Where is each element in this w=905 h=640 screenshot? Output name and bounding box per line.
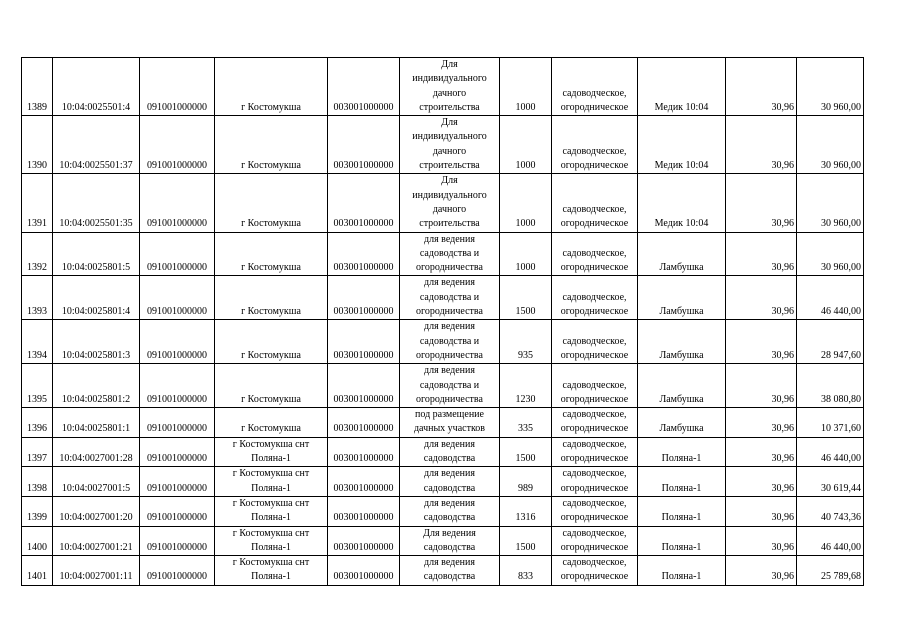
permitted-use-line: индивидуального	[412, 131, 487, 143]
cadastral-number-cell: 10:04:0025501:35	[53, 174, 140, 232]
okato-code-cell: 091001000000	[140, 556, 215, 586]
cadastral-value-cell: 10 371,60	[797, 408, 864, 438]
land-category-cell	[552, 556, 638, 586]
table-row	[22, 174, 864, 232]
locality-line: г Костомукша	[241, 349, 301, 361]
place-name-cell: Ламбушка	[638, 320, 726, 364]
row-number-cell: 1392	[22, 232, 53, 276]
place-name-cell: Медик 10:04	[638, 116, 726, 174]
permitted-use-line: Для	[441, 175, 458, 187]
locality-cell	[215, 526, 328, 556]
land-category-line: садоводческое,	[562, 527, 627, 539]
table-row	[22, 232, 864, 276]
land-category-cell	[552, 232, 638, 276]
land-category-line: садоводческое,	[562, 203, 627, 215]
oktmo-code-cell: 003001000000	[328, 496, 400, 526]
locality-line: г Костомукша снт	[232, 557, 310, 569]
permitted-use-line: дачного	[432, 203, 467, 215]
permitted-use-cell	[400, 276, 500, 320]
row-number-cell: 1398	[22, 467, 53, 497]
land-category-line: огородническое	[560, 306, 629, 318]
cadastral-number-cell: 10:04:0027001:11	[53, 556, 140, 586]
land-category-line: садоводческое,	[562, 438, 627, 450]
cadastral-number-cell: 10:04:0025801:1	[53, 408, 140, 438]
locality-line: г Костомукша снт	[232, 438, 310, 450]
land-category-line: садоводческое,	[562, 87, 627, 99]
permitted-use-line: строительства	[419, 218, 480, 230]
row-number-cell: 1393	[22, 276, 53, 320]
table-body	[22, 58, 864, 586]
permitted-use-cell	[400, 496, 500, 526]
land-category-cell	[552, 58, 638, 116]
land-category-line: садоводческое,	[562, 557, 627, 569]
specific-value-cell: 30,96	[726, 526, 797, 556]
permitted-use-line: дачного	[432, 87, 467, 99]
permitted-use-line: садоводства и	[419, 247, 480, 259]
okato-code-cell: 091001000000	[140, 437, 215, 467]
land-category-line: огородническое	[560, 423, 629, 435]
locality-line: г Костомукша	[241, 393, 301, 405]
cadastral-number-cell: 10:04:0027001:21	[53, 526, 140, 556]
permitted-use-line: садоводства	[423, 571, 476, 583]
permitted-use-line: садоводства	[423, 453, 476, 465]
permitted-use-line: садоводства и	[419, 379, 480, 391]
permitted-use-line: под размещение	[415, 409, 484, 421]
cadastral-value-cell: 38 080,80	[797, 364, 864, 408]
row-number-cell: 1391	[22, 174, 53, 232]
permitted-use-cell	[400, 364, 500, 408]
permitted-use-line: индивидуального	[412, 189, 487, 201]
land-category-cell	[552, 496, 638, 526]
area-cell: 1316	[500, 496, 552, 526]
okato-code-cell: 091001000000	[140, 232, 215, 276]
permitted-use-cell	[400, 232, 500, 276]
locality-line: г Костомукша	[241, 262, 301, 274]
area-cell: 335	[500, 408, 552, 438]
area-cell: 833	[500, 556, 552, 586]
table-row	[22, 526, 864, 556]
permitted-use-line: индивидуального	[412, 73, 487, 85]
okato-code-cell: 091001000000	[140, 408, 215, 438]
permitted-use-line: строительства	[419, 101, 480, 113]
specific-value-cell: 30,96	[726, 364, 797, 408]
okato-code-cell: 091001000000	[140, 276, 215, 320]
oktmo-code-cell: 003001000000	[328, 437, 400, 467]
area-cell: 1230	[500, 364, 552, 408]
cadastral-value-cell: 30 619,44	[797, 467, 864, 497]
land-category-line: садоводческое,	[562, 291, 627, 303]
cadastral-value-cell: 40 743,36	[797, 496, 864, 526]
permitted-use-line: садоводства	[423, 541, 476, 553]
oktmo-code-cell: 003001000000	[328, 408, 400, 438]
oktmo-code-cell: 003001000000	[328, 526, 400, 556]
oktmo-code-cell: 003001000000	[328, 58, 400, 116]
land-category-line: огородническое	[560, 393, 629, 405]
cadastral-value-cell: 28 947,60	[797, 320, 864, 364]
permitted-use-line: огородничества	[416, 349, 483, 361]
locality-line: г Костомукша	[241, 423, 301, 435]
area-cell: 989	[500, 467, 552, 497]
land-category-cell	[552, 320, 638, 364]
place-name-cell: Поляна-1	[638, 496, 726, 526]
permitted-use-cell	[400, 116, 500, 174]
permitted-use-line: Для	[441, 117, 458, 129]
permitted-use-cell	[400, 437, 500, 467]
land-category-cell	[552, 364, 638, 408]
oktmo-code-cell: 003001000000	[328, 232, 400, 276]
place-name-cell: Поляна-1	[638, 467, 726, 497]
place-name-cell: Ламбушка	[638, 276, 726, 320]
place-name-cell: Ламбушка	[638, 364, 726, 408]
land-category-line: огородническое	[560, 482, 629, 494]
cadastral-number-cell: 10:04:0027001:20	[53, 496, 140, 526]
permitted-use-line: для ведения	[424, 557, 475, 569]
locality-cell	[215, 232, 328, 276]
permitted-use-line: Для ведения	[423, 527, 476, 539]
place-name-cell: Поляна-1	[638, 526, 726, 556]
row-number-cell: 1389	[22, 58, 53, 116]
specific-value-cell: 30,96	[726, 437, 797, 467]
locality-cell	[215, 437, 328, 467]
area-cell: 1500	[500, 276, 552, 320]
locality-cell	[215, 364, 328, 408]
permitted-use-line: дачных участков	[413, 423, 486, 435]
oktmo-code-cell: 003001000000	[328, 320, 400, 364]
cadastral-number-cell: 10:04:0027001:28	[53, 437, 140, 467]
area-cell: 1500	[500, 437, 552, 467]
locality-cell	[215, 408, 328, 438]
land-plots-table	[21, 57, 864, 586]
cadastral-value-cell: 46 440,00	[797, 276, 864, 320]
locality-line: г Костомукша	[241, 218, 301, 230]
land-category-line: садоводческое,	[562, 247, 627, 259]
specific-value-cell: 30,96	[726, 116, 797, 174]
area-cell: 1000	[500, 174, 552, 232]
permitted-use-line: садоводства и	[419, 291, 480, 303]
permitted-use-line: для ведения	[424, 365, 475, 377]
okato-code-cell: 091001000000	[140, 467, 215, 497]
land-category-line: огородническое	[560, 262, 629, 274]
specific-value-cell: 30,96	[726, 276, 797, 320]
locality-line: Поляна-1	[251, 512, 291, 524]
oktmo-code-cell: 003001000000	[328, 116, 400, 174]
area-cell: 1000	[500, 116, 552, 174]
row-number-cell: 1400	[22, 526, 53, 556]
place-name-cell: Ламбушка	[638, 232, 726, 276]
land-category-cell	[552, 526, 638, 556]
permitted-use-line: для ведения	[424, 438, 475, 450]
cadastral-number-cell: 10:04:0025801:5	[53, 232, 140, 276]
okato-code-cell: 091001000000	[140, 364, 215, 408]
okato-code-cell: 091001000000	[140, 116, 215, 174]
cadastral-value-cell: 25 789,68	[797, 556, 864, 586]
permitted-use-cell	[400, 526, 500, 556]
oktmo-code-cell: 003001000000	[328, 276, 400, 320]
locality-line: г Костомукша	[241, 306, 301, 318]
oktmo-code-cell: 003001000000	[328, 364, 400, 408]
land-category-line: огородническое	[560, 453, 629, 465]
permitted-use-cell	[400, 320, 500, 364]
permitted-use-cell	[400, 467, 500, 497]
okato-code-cell: 091001000000	[140, 496, 215, 526]
permitted-use-line: огородничества	[416, 262, 483, 274]
table-row	[22, 58, 864, 116]
permitted-use-cell	[400, 408, 500, 438]
place-name-cell: Медик 10:04	[638, 174, 726, 232]
okato-code-cell: 091001000000	[140, 58, 215, 116]
place-name-cell: Ламбушка	[638, 408, 726, 438]
permitted-use-cell	[400, 174, 500, 232]
locality-line: г Костомукша	[241, 160, 301, 172]
permitted-use-line: садоводства и	[419, 335, 480, 347]
cadastral-value-cell: 30 960,00	[797, 58, 864, 116]
land-category-cell	[552, 116, 638, 174]
land-category-cell	[552, 437, 638, 467]
specific-value-cell: 30,96	[726, 496, 797, 526]
permitted-use-line: Для	[441, 59, 458, 70]
specific-value-cell: 30,96	[726, 174, 797, 232]
locality-cell	[215, 116, 328, 174]
locality-line: г Костомукша снт	[232, 468, 310, 480]
land-category-line: садоводческое,	[562, 335, 627, 347]
row-number-cell: 1399	[22, 496, 53, 526]
permitted-use-cell	[400, 556, 500, 586]
permitted-use-line: дачного	[432, 145, 467, 157]
table-row	[22, 556, 864, 586]
land-category-cell	[552, 408, 638, 438]
row-number-cell: 1390	[22, 116, 53, 174]
row-number-cell: 1394	[22, 320, 53, 364]
specific-value-cell: 30,96	[726, 232, 797, 276]
specific-value-cell: 30,96	[726, 320, 797, 364]
cadastral-number-cell: 10:04:0025801:4	[53, 276, 140, 320]
oktmo-code-cell: 003001000000	[328, 174, 400, 232]
locality-cell	[215, 320, 328, 364]
locality-cell	[215, 556, 328, 586]
permitted-use-line: для ведения	[424, 277, 475, 289]
locality-cell	[215, 174, 328, 232]
land-category-line: огородническое	[560, 512, 629, 524]
table-row	[22, 467, 864, 497]
area-cell: 935	[500, 320, 552, 364]
cadastral-value-cell: 30 960,00	[797, 174, 864, 232]
cadastral-value-cell: 46 440,00	[797, 437, 864, 467]
permitted-use-line: для ведения	[424, 233, 475, 245]
land-category-line: садоводческое,	[562, 468, 627, 480]
locality-line: Поляна-1	[251, 571, 291, 583]
permitted-use-line: строительства	[419, 160, 480, 172]
permitted-use-line: садоводства	[423, 512, 476, 524]
okato-code-cell: 091001000000	[140, 320, 215, 364]
cadastral-number-cell: 10:04:0025501:4	[53, 58, 140, 116]
land-category-line: огородническое	[560, 541, 629, 553]
table-row	[22, 496, 864, 526]
locality-line: Поляна-1	[251, 541, 291, 553]
table-row	[22, 276, 864, 320]
permitted-use-cell	[400, 58, 500, 116]
specific-value-cell: 30,96	[726, 58, 797, 116]
okato-code-cell: 091001000000	[140, 526, 215, 556]
area-cell: 1500	[500, 526, 552, 556]
cadastral-number-cell: 10:04:0025501:37	[53, 116, 140, 174]
cadastral-number-cell: 10:04:0025801:2	[53, 364, 140, 408]
cadastral-value-cell: 46 440,00	[797, 526, 864, 556]
land-category-line: садоводческое,	[562, 497, 627, 509]
oktmo-code-cell: 003001000000	[328, 556, 400, 586]
land-category-line: огородническое	[560, 160, 629, 172]
land-category-cell	[552, 467, 638, 497]
permitted-use-line: огородничества	[416, 393, 483, 405]
locality-cell	[215, 496, 328, 526]
row-number-cell: 1397	[22, 437, 53, 467]
locality-line: Поляна-1	[251, 453, 291, 465]
land-category-line: огородническое	[560, 218, 629, 230]
cadastral-value-cell: 30 960,00	[797, 116, 864, 174]
land-category-line: садоводческое,	[562, 409, 627, 421]
locality-line: г Костомукша	[241, 101, 301, 113]
land-category-line: огородническое	[560, 571, 629, 583]
locality-cell	[215, 58, 328, 116]
specific-value-cell: 30,96	[726, 556, 797, 586]
row-number-cell: 1401	[22, 556, 53, 586]
land-category-cell	[552, 174, 638, 232]
permitted-use-line: для ведения	[424, 468, 475, 480]
locality-line: г Костомукша снт	[232, 527, 310, 539]
place-name-cell: Поляна-1	[638, 556, 726, 586]
land-category-line: огородническое	[560, 349, 629, 361]
row-number-cell: 1395	[22, 364, 53, 408]
locality-line: Поляна-1	[251, 482, 291, 494]
table-row	[22, 408, 864, 438]
table-row	[22, 320, 864, 364]
permitted-use-line: для ведения	[424, 497, 475, 509]
cadastral-number-cell: 10:04:0027001:5	[53, 467, 140, 497]
table-row	[22, 116, 864, 174]
land-category-line: садоводческое,	[562, 379, 627, 391]
table-row	[22, 364, 864, 408]
locality-cell	[215, 276, 328, 320]
table-row	[22, 437, 864, 467]
okato-code-cell: 091001000000	[140, 174, 215, 232]
land-category-cell	[552, 276, 638, 320]
cadastral-value-cell: 30 960,00	[797, 232, 864, 276]
locality-cell	[215, 467, 328, 497]
place-name-cell: Медик 10:04	[638, 58, 726, 116]
land-category-line: садоводческое,	[562, 145, 627, 157]
permitted-use-line: садоводства	[423, 482, 476, 494]
permitted-use-line: огородничества	[416, 306, 483, 318]
oktmo-code-cell: 003001000000	[328, 467, 400, 497]
specific-value-cell: 30,96	[726, 467, 797, 497]
locality-line: г Костомукша снт	[232, 497, 310, 509]
area-cell: 1000	[500, 58, 552, 116]
cadastral-number-cell: 10:04:0025801:3	[53, 320, 140, 364]
specific-value-cell: 30,96	[726, 408, 797, 438]
row-number-cell: 1396	[22, 408, 53, 438]
land-category-line: огородническое	[560, 101, 629, 113]
area-cell: 1000	[500, 232, 552, 276]
permitted-use-line: для ведения	[424, 321, 475, 333]
place-name-cell: Поляна-1	[638, 437, 726, 467]
